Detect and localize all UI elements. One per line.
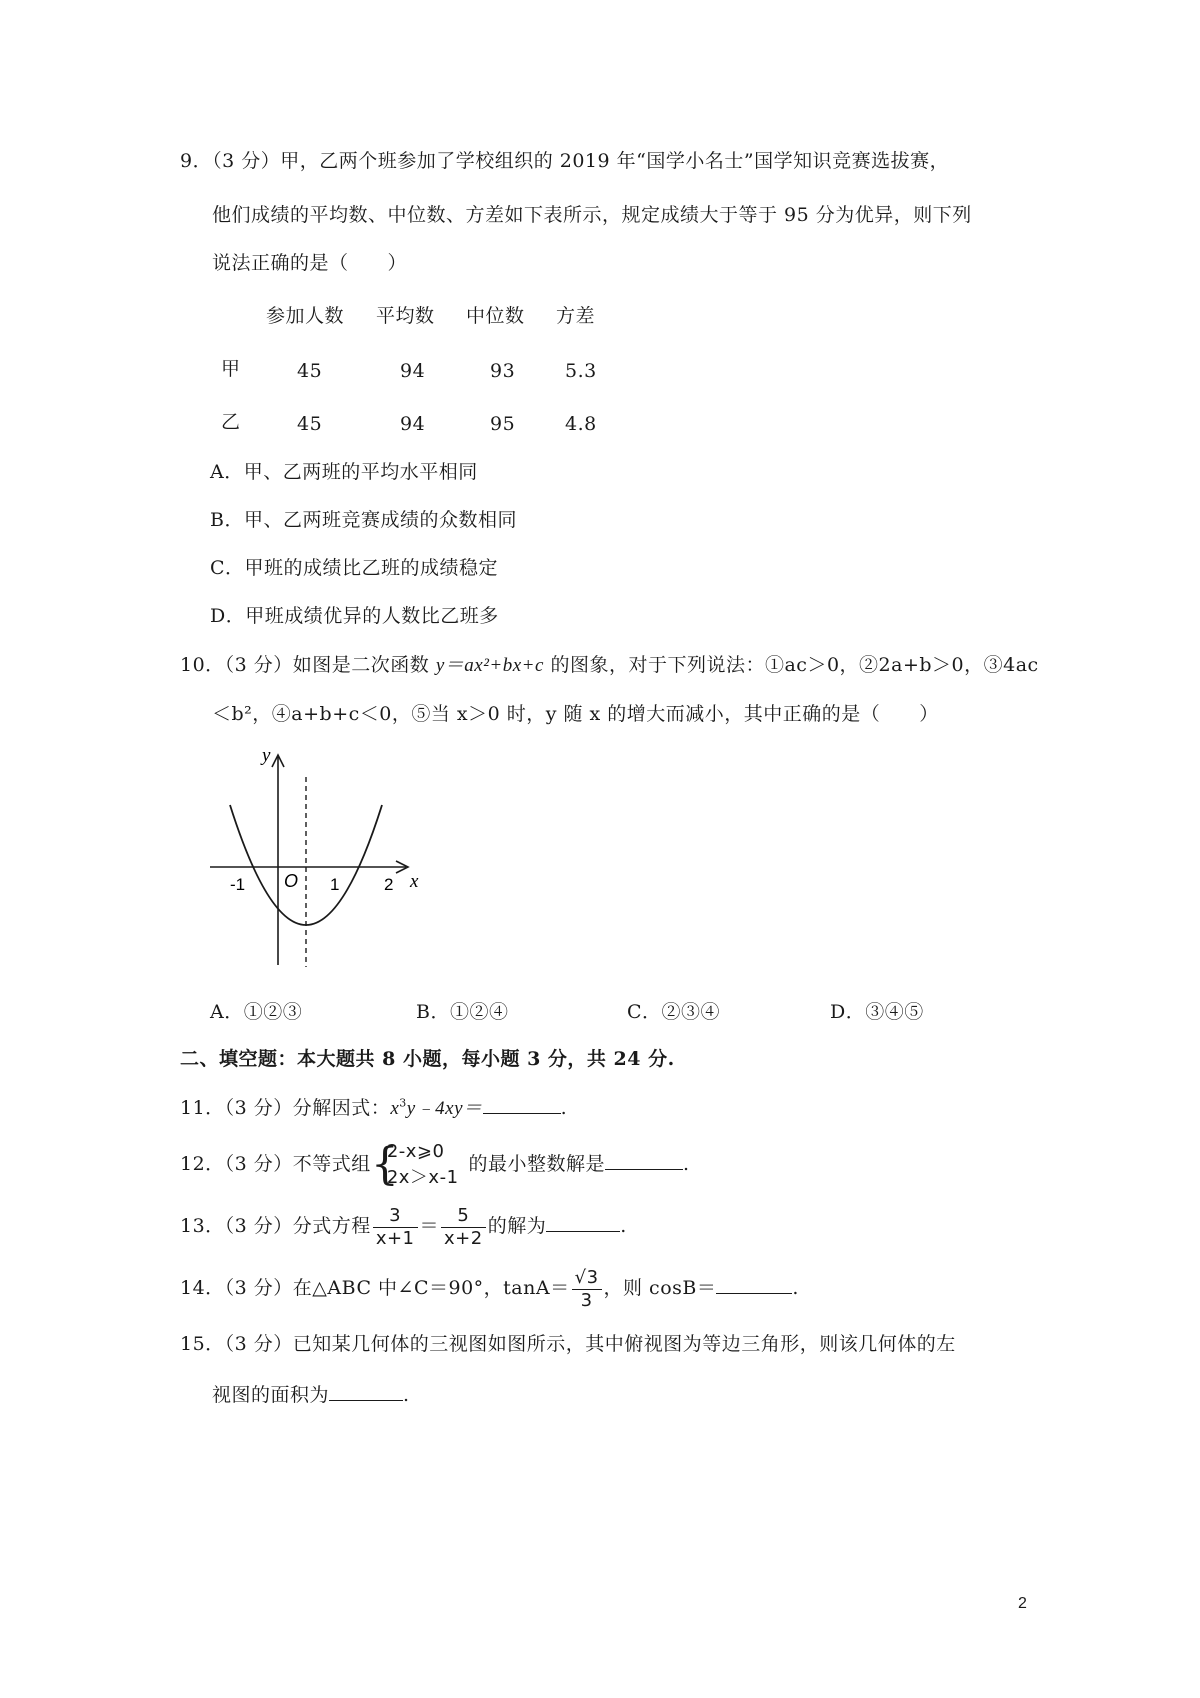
tick-label-1: 1	[330, 875, 340, 894]
q9-line-3: 说法正确的是（ ）	[212, 252, 408, 274]
table-cell: 4.8	[565, 413, 597, 435]
x-axis-label: x	[410, 871, 419, 892]
table-header-median: 中位数	[466, 305, 525, 327]
q9-option-c: C．甲班的成绩比乙班的成绩稳定	[210, 557, 499, 579]
table-header-count: 参加人数	[266, 305, 345, 327]
q13-suffix: 的解为	[487, 1215, 547, 1237]
q12-line	[180, 1134, 690, 1194]
q14-prefix: 14．（3 分）在△ABC 中∠C＝90°，tanA＝	[180, 1277, 570, 1299]
table-cell: 45	[297, 360, 323, 382]
q13-fraction-right	[441, 1205, 486, 1250]
table-header-mean: 平均数	[376, 305, 435, 327]
q15-end: .	[403, 1384, 410, 1406]
section-2-heading: 二、填空题：本大题共 8 小题，每小题 3 分，共 24 分.	[180, 1048, 675, 1070]
table-cell: 93	[490, 360, 516, 382]
q13-fraction-left	[373, 1205, 418, 1250]
tick-label-2: 2	[384, 875, 394, 894]
q13-denominator-left: x+1	[375, 1227, 415, 1249]
q12-answer-blank[interactable]	[605, 1149, 683, 1170]
q14-line	[180, 1262, 799, 1314]
q9-line-1: 9．（3 分）甲，乙两个班参加了学校组织的 2019 年“国学小名士”国学知识竞赛选拔赛，	[180, 150, 950, 172]
q10-option-c: C．②③④	[627, 1001, 721, 1023]
q11-end: .	[560, 1097, 568, 1119]
q13-equals: ＝	[419, 1215, 440, 1237]
tick-label-minus-1: -1	[230, 875, 246, 894]
table-cell: 5.3	[565, 360, 597, 382]
q10-prefix: 10．（3 分）如图是二次函数	[180, 654, 436, 676]
q11-prefix: 11．（3 分）分解因式：	[180, 1097, 391, 1119]
q15-answer-blank[interactable]	[329, 1380, 403, 1401]
table-cell: 45	[297, 413, 323, 435]
q9-option-d: D．甲班成绩优异的人数比乙班多	[210, 605, 499, 627]
q13-prefix: 13．（3 分）分式方程	[180, 1215, 371, 1237]
q11-expr-x: x	[390, 1098, 400, 1119]
q9-option-b: B．甲、乙两班竞赛成绩的众数相同	[210, 509, 517, 531]
q13-numerator-right: 5	[441, 1205, 486, 1228]
q10-function: y＝ax²+bx+c	[435, 655, 544, 676]
q11-exponent: 3	[399, 1096, 407, 1110]
q10-line-2: ＜b²，④a+b+c＜0，⑤当 x＞0 时，y 随 x 的增大而减小，其中正确的是（ ）	[212, 703, 939, 725]
q14-numerator: √3	[572, 1267, 602, 1290]
q9-option-a: A．甲、乙两班的平均水平相同	[210, 461, 478, 483]
y-axis-label: y	[262, 745, 271, 766]
q13-end: .	[620, 1215, 627, 1237]
q12-prefix: 12．（3 分）不等式组	[180, 1153, 371, 1175]
q11-answer-blank[interactable]	[483, 1093, 561, 1114]
q10-option-b: B．①②④	[416, 1001, 509, 1023]
table-row-label-jia: 甲	[221, 358, 241, 380]
q12-inequality-system	[371, 1139, 459, 1191]
table-cell: 94	[400, 413, 426, 435]
origin-label: O	[284, 871, 299, 891]
table-cell: 94	[400, 360, 426, 382]
q10-option-d: D．③④⑤	[830, 1001, 924, 1023]
page-number: 2	[1018, 1595, 1027, 1612]
q15-text: 视图的面积为	[212, 1384, 330, 1406]
q14-fraction	[572, 1267, 602, 1312]
q11-line	[180, 1093, 567, 1123]
brace-icon: {	[370, 1139, 400, 1190]
q12-inequality-2: 2x＞x-1	[386, 1167, 459, 1188]
parabola-graph	[200, 735, 440, 970]
q10-line-1	[180, 651, 1039, 680]
q12-inequality-1: 2-x⩾0	[386, 1141, 445, 1162]
q11-expr-rest: y﹣4xy＝	[406, 1098, 483, 1119]
q10-option-a: A．①②③	[210, 1001, 303, 1023]
q15-line-1: 15．（3 分）已知某几何体的三视图如图所示，其中俯视图为等边三角形，则该几何体的左	[180, 1333, 956, 1355]
q13-line	[180, 1200, 627, 1252]
table-header-variance: 方差	[556, 305, 596, 327]
q10-conditions: 的图象，对于下列说法：①ac＞0，②2a+b＞0，③4ac	[543, 654, 1039, 676]
q13-numerator-left: 3	[373, 1205, 418, 1228]
q13-answer-blank[interactable]	[546, 1211, 620, 1232]
table-row-label-yi: 乙	[221, 411, 241, 433]
q12-suffix: 的最小整数解是	[468, 1153, 606, 1175]
q14-answer-blank[interactable]	[716, 1273, 792, 1294]
table-cell: 95	[490, 413, 516, 435]
q9-line-2: 他们成绩的平均数、中位数、方差如下表所示，规定成绩大于等于 95 分为优异，则下列	[212, 204, 972, 226]
q15-line-2	[212, 1380, 410, 1409]
q12-end: .	[683, 1153, 690, 1175]
q14-end: .	[792, 1277, 799, 1299]
q13-denominator-right: x+2	[444, 1227, 483, 1249]
q14-suffix: ，则 cosB＝	[603, 1277, 717, 1299]
q14-denominator: 3	[580, 1289, 593, 1311]
